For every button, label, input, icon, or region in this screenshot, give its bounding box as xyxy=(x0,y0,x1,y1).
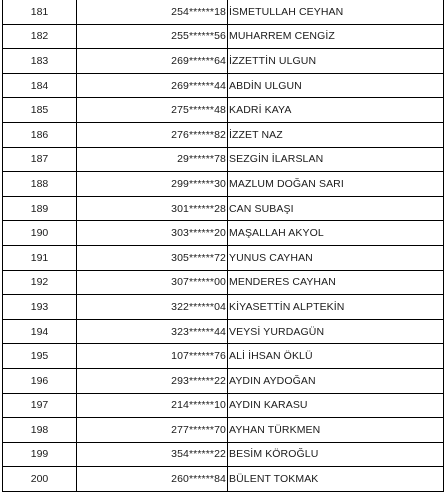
row-number: 191 xyxy=(3,245,77,270)
masked-id: 307******00 xyxy=(77,270,228,295)
person-name: AYDIN KARASU xyxy=(228,393,444,418)
masked-id: 293******22 xyxy=(77,368,228,393)
person-name: SEZGİN İLARSLAN xyxy=(228,147,444,172)
masked-id: 303******20 xyxy=(77,221,228,246)
row-number: 200 xyxy=(3,467,77,492)
person-name: İZZET NAZ xyxy=(228,122,444,147)
masked-id: 276******82 xyxy=(77,122,228,147)
row-number: 181 xyxy=(3,0,77,24)
table-row xyxy=(3,196,444,221)
beneficiary-table xyxy=(2,0,444,492)
masked-id: 322******04 xyxy=(77,295,228,320)
table-row xyxy=(3,0,444,24)
table-row xyxy=(3,98,444,123)
masked-id: 269******64 xyxy=(77,49,228,74)
person-name: MENDERES CAYHAN xyxy=(228,270,444,295)
person-name: AYDIN AYDOĞAN xyxy=(228,368,444,393)
person-name: YUNUS CAYHAN xyxy=(228,245,444,270)
masked-id: 299******30 xyxy=(77,172,228,197)
row-number: 195 xyxy=(3,344,77,369)
table-row xyxy=(3,172,444,197)
person-name: ALİ İHSAN ÖKLÜ xyxy=(228,344,444,369)
table-row xyxy=(3,344,444,369)
person-name: BESİM KÖROĞLU xyxy=(228,442,444,467)
table-row xyxy=(3,245,444,270)
masked-id: 354******22 xyxy=(77,442,228,467)
person-name: VEYSİ YURDAGÜN xyxy=(228,319,444,344)
masked-id: 277******70 xyxy=(77,418,228,443)
table-row xyxy=(3,442,444,467)
row-number: 189 xyxy=(3,196,77,221)
table-row xyxy=(3,24,444,49)
row-number: 184 xyxy=(3,73,77,98)
masked-id: 301******28 xyxy=(77,196,228,221)
table-row xyxy=(3,319,444,344)
row-number: 192 xyxy=(3,270,77,295)
row-number: 190 xyxy=(3,221,77,246)
table-row xyxy=(3,73,444,98)
person-name: İSMETULLAH CEYHAN xyxy=(228,0,444,24)
table-row xyxy=(3,368,444,393)
person-name: AYHAN TÜRKMEN xyxy=(228,418,444,443)
person-name: İZZETTİN ULGUN xyxy=(228,49,444,74)
row-number: 185 xyxy=(3,98,77,123)
row-number: 186 xyxy=(3,122,77,147)
person-name: ABDİN ULGUN xyxy=(228,73,444,98)
table-row xyxy=(3,270,444,295)
person-name: KADRİ KAYA xyxy=(228,98,444,123)
table-row xyxy=(3,122,444,147)
masked-id: 214******10 xyxy=(77,393,228,418)
table-body xyxy=(3,0,444,491)
masked-id: 254******18 xyxy=(77,0,228,24)
row-number: 187 xyxy=(3,147,77,172)
row-number: 197 xyxy=(3,393,77,418)
row-number: 182 xyxy=(3,24,77,49)
masked-id: 29******78 xyxy=(77,147,228,172)
person-name: KİYASETTİN ALPTEKİN xyxy=(228,295,444,320)
row-number: 188 xyxy=(3,172,77,197)
masked-id: 275******48 xyxy=(77,98,228,123)
masked-id: 107******76 xyxy=(77,344,228,369)
row-number: 199 xyxy=(3,442,77,467)
table-row xyxy=(3,49,444,74)
masked-id: 323******44 xyxy=(77,319,228,344)
table-row xyxy=(3,418,444,443)
masked-id: 255******56 xyxy=(77,24,228,49)
person-name: BÜLENT TOKMAK xyxy=(228,467,444,492)
person-name: MUHARREM CENGİZ xyxy=(228,24,444,49)
person-name: MAZLUM DOĞAN SARI xyxy=(228,172,444,197)
masked-id: 305******72 xyxy=(77,245,228,270)
person-name: CAN SUBAŞI xyxy=(228,196,444,221)
row-number: 196 xyxy=(3,368,77,393)
row-number: 194 xyxy=(3,319,77,344)
person-name: MAŞALLAH AKYOL xyxy=(228,221,444,246)
row-number: 193 xyxy=(3,295,77,320)
masked-id: 269******44 xyxy=(77,73,228,98)
table-row xyxy=(3,467,444,492)
masked-id: 260******84 xyxy=(77,467,228,492)
row-number: 198 xyxy=(3,418,77,443)
table-row xyxy=(3,221,444,246)
table-row xyxy=(3,393,444,418)
table-row xyxy=(3,147,444,172)
table-row xyxy=(3,295,444,320)
row-number: 183 xyxy=(3,49,77,74)
